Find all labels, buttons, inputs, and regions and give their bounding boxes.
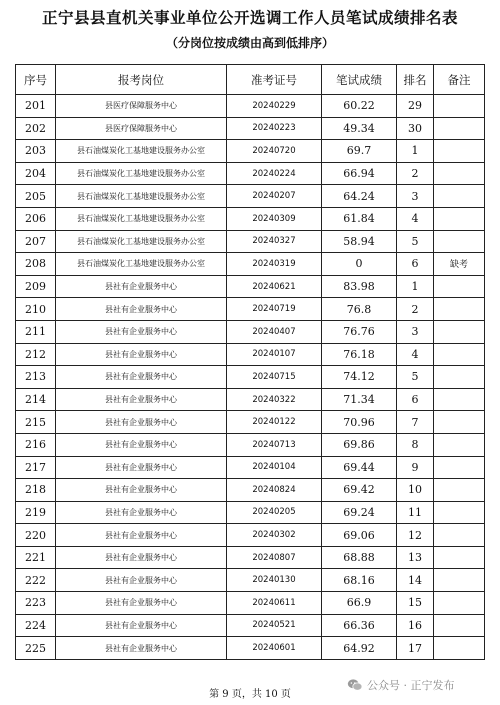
cell-note: [434, 479, 485, 502]
cell-note: [434, 524, 485, 547]
header-score: 笔试成绩: [322, 65, 397, 95]
cell-rank: 13: [397, 546, 434, 569]
cell-score: 71.34: [322, 388, 397, 411]
table-row: [16, 546, 485, 569]
table-row: [16, 614, 485, 637]
cell-post: 县社有企业服务中心: [56, 569, 227, 592]
cell-post: 县石油煤炭化工基地建设服务办公室: [56, 230, 227, 253]
cell-no: 211: [16, 320, 56, 343]
cell-no: 225: [16, 637, 56, 660]
table-row: [16, 592, 485, 615]
cell-no: 221: [16, 546, 56, 569]
cell-ticket: 20240104: [227, 456, 322, 479]
cell-ticket: 20240713: [227, 433, 322, 456]
table-row: [16, 411, 485, 434]
cell-note: [434, 501, 485, 524]
cell-no: 220: [16, 524, 56, 547]
header-rank: 排名: [397, 65, 434, 95]
cell-ticket: 20240319: [227, 253, 322, 276]
cell-post: 县医疗保障服务中心: [56, 117, 227, 140]
cell-rank: 3: [397, 320, 434, 343]
cell-post: 县石油煤炭化工基地建设服务办公室: [56, 207, 227, 230]
page-title: 正宁县县直机关事业单位公开选调工作人员笔试成绩排名表: [41, 8, 458, 27]
cell-no: 209: [16, 275, 56, 298]
cell-note: [434, 433, 485, 456]
cell-ticket: 20240611: [227, 592, 322, 615]
header-ticket: 准考证号: [227, 65, 322, 95]
cell-no: 213: [16, 366, 56, 389]
table-row: [16, 185, 485, 208]
cell-rank: 12: [397, 524, 434, 547]
table-row: [16, 343, 485, 366]
cell-score: 0: [322, 253, 397, 276]
table-row: [16, 366, 485, 389]
cell-score: 70.96: [322, 411, 397, 434]
cell-score: 83.98: [322, 275, 397, 298]
cell-note: [434, 298, 485, 321]
table-row: [16, 320, 485, 343]
cell-no: 224: [16, 614, 56, 637]
table-row: [16, 479, 485, 502]
cell-no: 210: [16, 298, 56, 321]
cell-post: 县社有企业服务中心: [56, 388, 227, 411]
cell-post: 县社有企业服务中心: [56, 592, 227, 615]
cell-post: 县社有企业服务中心: [56, 546, 227, 569]
cell-rank: 16: [397, 614, 434, 637]
cell-score: 64.24: [322, 185, 397, 208]
cell-note: [434, 388, 485, 411]
cell-note: [434, 569, 485, 592]
table-row: [16, 162, 485, 185]
cell-ticket: 20240327: [227, 230, 322, 253]
cell-rank: 15: [397, 592, 434, 615]
cell-score: 76.18: [322, 343, 397, 366]
cell-ticket: 20240223: [227, 117, 322, 140]
cell-ticket: 20240621: [227, 275, 322, 298]
watermark-text: 公众号 · 正宁发布: [367, 679, 455, 692]
cell-no: 215: [16, 411, 56, 434]
table-row: [16, 456, 485, 479]
table-row: [16, 388, 485, 411]
cell-post: 县社有企业服务中心: [56, 637, 227, 660]
watermark: [347, 675, 455, 695]
cell-ticket: 20240720: [227, 140, 322, 163]
page-footer: 第 9 页，共 10 页: [209, 689, 291, 700]
cell-note: [434, 117, 485, 140]
cell-post: 县社有企业服务中心: [56, 501, 227, 524]
cell-score: 68.88: [322, 546, 397, 569]
cell-score: 69.7: [322, 140, 397, 163]
cell-note: 缺考: [434, 253, 485, 276]
cell-post: 县社有企业服务中心: [56, 366, 227, 389]
cell-score: 69.42: [322, 479, 397, 502]
cell-ticket: 20240601: [227, 637, 322, 660]
cell-rank: 9: [397, 456, 434, 479]
cell-rank: 5: [397, 366, 434, 389]
score-table: [15, 64, 485, 660]
cell-no: 222: [16, 569, 56, 592]
cell-rank: 30: [397, 117, 434, 140]
cell-rank: 7: [397, 411, 434, 434]
cell-no: 216: [16, 433, 56, 456]
cell-no: 201: [16, 95, 56, 118]
cell-ticket: 20240309: [227, 207, 322, 230]
cell-score: 69.44: [322, 456, 397, 479]
table-row: [16, 253, 485, 276]
cell-note: [434, 140, 485, 163]
cell-post: 县石油煤炭化工基地建设服务办公室: [56, 253, 227, 276]
cell-rank: 14: [397, 569, 434, 592]
cell-no: 212: [16, 343, 56, 366]
table-row: [16, 433, 485, 456]
cell-score: 64.92: [322, 637, 397, 660]
cell-post: 县社有企业服务中心: [56, 343, 227, 366]
cell-note: [434, 546, 485, 569]
cell-score: 58.94: [322, 230, 397, 253]
cell-score: 66.9: [322, 592, 397, 615]
cell-rank: 4: [397, 343, 434, 366]
cell-ticket: 20240521: [227, 614, 322, 637]
table-row: [16, 207, 485, 230]
header-post: 报考岗位: [56, 65, 227, 95]
cell-ticket: 20240130: [227, 569, 322, 592]
cell-post: 县社有企业服务中心: [56, 479, 227, 502]
cell-note: [434, 343, 485, 366]
wechat-icon: [347, 677, 363, 693]
cell-score: 69.86: [322, 433, 397, 456]
cell-note: [434, 185, 485, 208]
cell-note: [434, 275, 485, 298]
table-row: [16, 501, 485, 524]
cell-ticket: 20240122: [227, 411, 322, 434]
cell-no: 205: [16, 185, 56, 208]
cell-rank: 17: [397, 637, 434, 660]
cell-score: 68.16: [322, 569, 397, 592]
cell-no: 206: [16, 207, 56, 230]
cell-post: 县社有企业服务中心: [56, 411, 227, 434]
cell-ticket: 20240207: [227, 185, 322, 208]
cell-note: [434, 614, 485, 637]
cell-note: [434, 411, 485, 434]
cell-post: 县社有企业服务中心: [56, 298, 227, 321]
cell-no: 214: [16, 388, 56, 411]
table-row: [16, 524, 485, 547]
cell-ticket: 20240322: [227, 388, 322, 411]
cell-note: [434, 230, 485, 253]
cell-no: 203: [16, 140, 56, 163]
cell-rank: 2: [397, 162, 434, 185]
cell-rank: 8: [397, 433, 434, 456]
cell-ticket: 20240807: [227, 546, 322, 569]
cell-rank: 3: [397, 185, 434, 208]
cell-rank: 11: [397, 501, 434, 524]
table-header-row: [16, 65, 485, 95]
cell-score: 74.12: [322, 366, 397, 389]
header-note: 备注: [434, 65, 485, 95]
table-row: [16, 95, 485, 118]
cell-no: 202: [16, 117, 56, 140]
cell-note: [434, 207, 485, 230]
cell-score: 66.36: [322, 614, 397, 637]
cell-no: 207: [16, 230, 56, 253]
cell-score: 69.06: [322, 524, 397, 547]
cell-post: 县社有企业服务中心: [56, 275, 227, 298]
cell-ticket: 20240302: [227, 524, 322, 547]
cell-score: 76.76: [322, 320, 397, 343]
cell-post: 县社有企业服务中心: [56, 614, 227, 637]
cell-note: [434, 320, 485, 343]
cell-post: 县石油煤炭化工基地建设服务办公室: [56, 140, 227, 163]
cell-score: 66.94: [322, 162, 397, 185]
cell-no: 204: [16, 162, 56, 185]
table-row: [16, 230, 485, 253]
table-row: [16, 275, 485, 298]
cell-rank: 6: [397, 388, 434, 411]
cell-score: 76.8: [322, 298, 397, 321]
cell-post: 县社有企业服务中心: [56, 524, 227, 547]
cell-ticket: 20240719: [227, 298, 322, 321]
cell-post: 县医疗保障服务中心: [56, 95, 227, 118]
header-no: 序号: [16, 65, 56, 95]
cell-rank: 2: [397, 298, 434, 321]
cell-note: [434, 162, 485, 185]
cell-no: 223: [16, 592, 56, 615]
cell-no: 208: [16, 253, 56, 276]
table-row: [16, 117, 485, 140]
cell-rank: 6: [397, 253, 434, 276]
cell-ticket: 20240229: [227, 95, 322, 118]
cell-score: 60.22: [322, 95, 397, 118]
cell-rank: 1: [397, 275, 434, 298]
cell-rank: 4: [397, 207, 434, 230]
cell-note: [434, 95, 485, 118]
page-subtitle: （分岗位按成绩由高到低排序）: [165, 36, 334, 50]
cell-note: [434, 366, 485, 389]
table-row: [16, 637, 485, 660]
table-row: [16, 140, 485, 163]
table-body: [16, 95, 485, 660]
cell-post: 县石油煤炭化工基地建设服务办公室: [56, 185, 227, 208]
cell-post: 县社有企业服务中心: [56, 433, 227, 456]
cell-rank: 29: [397, 95, 434, 118]
cell-post: 县石油煤炭化工基地建设服务办公室: [56, 162, 227, 185]
cell-note: [434, 592, 485, 615]
cell-rank: 1: [397, 140, 434, 163]
cell-ticket: 20240107: [227, 343, 322, 366]
cell-ticket: 20240824: [227, 479, 322, 502]
cell-score: 69.24: [322, 501, 397, 524]
cell-score: 49.34: [322, 117, 397, 140]
cell-no: 218: [16, 479, 56, 502]
table-row: [16, 298, 485, 321]
cell-note: [434, 456, 485, 479]
table-row: [16, 569, 485, 592]
cell-ticket: 20240205: [227, 501, 322, 524]
cell-no: 217: [16, 456, 56, 479]
cell-ticket: 20240715: [227, 366, 322, 389]
cell-post: 县社有企业服务中心: [56, 456, 227, 479]
cell-note: [434, 637, 485, 660]
cell-ticket: 20240407: [227, 320, 322, 343]
cell-post: 县社有企业服务中心: [56, 320, 227, 343]
cell-rank: 5: [397, 230, 434, 253]
cell-no: 219: [16, 501, 56, 524]
cell-score: 61.84: [322, 207, 397, 230]
cell-ticket: 20240224: [227, 162, 322, 185]
cell-rank: 10: [397, 479, 434, 502]
